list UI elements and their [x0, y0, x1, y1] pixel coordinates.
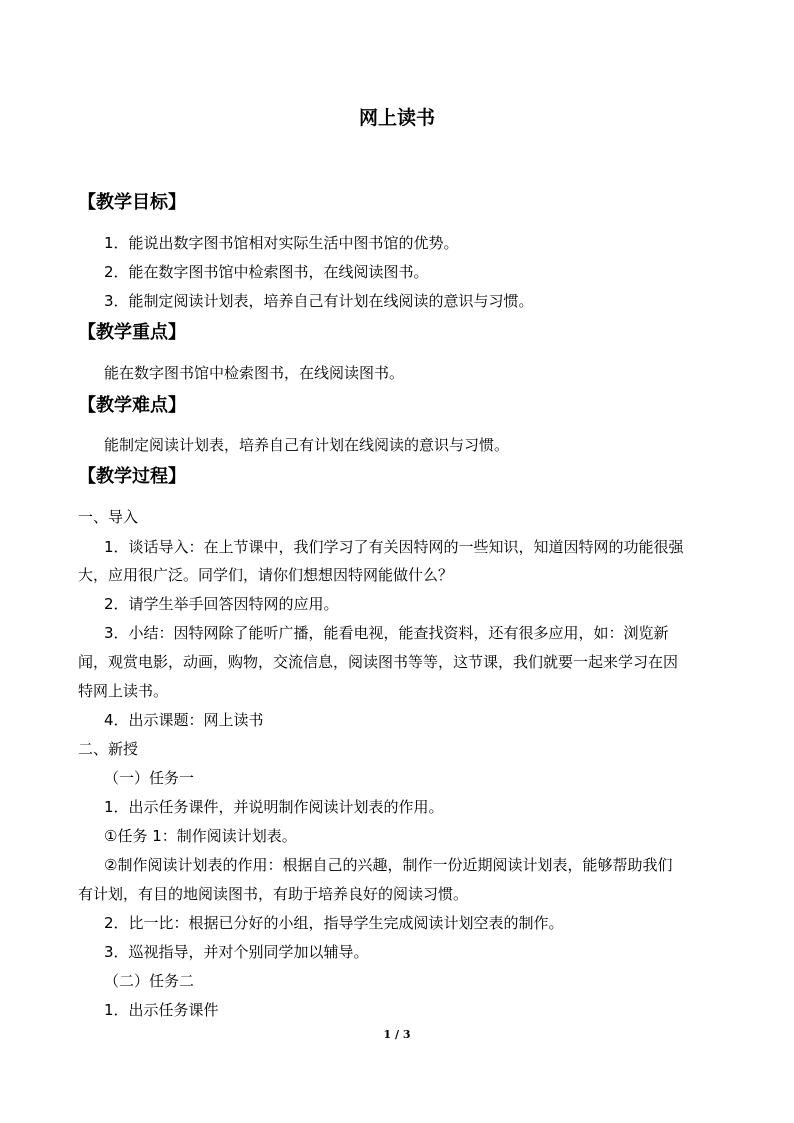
task1-paragraph-line: ①任务 1：制作阅读计划表。 — [104, 827, 297, 845]
page-title: 网上读书 — [358, 107, 435, 129]
objective-item: 3．能制定阅读计划表，培养自己有计划在线阅读的意识与习惯。 — [104, 292, 534, 310]
task1-paragraph-line: 3．巡视指导，并对个别同学加以辅导。 — [104, 943, 369, 961]
task1-paragraph-line: 2．比一比：根据已分好的小组，指导学生完成阅读计划空表的制作。 — [104, 914, 564, 932]
task2-heading: （二）任务二 — [104, 972, 195, 990]
objective-item: 2．能在数字图书馆中检索图书，在线阅读图书。 — [104, 263, 429, 281]
difficulties-heading: 【教学难点】 — [78, 395, 186, 416]
task1-paragraph-line: 有计划，有目的地阅读图书，有助于培养良好的阅读习惯。 — [78, 885, 469, 903]
objective-item: 1．能说出数字图书馆相对实际生活中图书馆的优势。 — [104, 234, 459, 252]
objectives-heading: 【教学目标】 — [78, 192, 186, 213]
task1-heading: （一）任务一 — [104, 769, 195, 787]
key-points-heading: 【教学重点】 — [78, 322, 186, 343]
process-heading: 【教学过程】 — [78, 466, 186, 487]
intro-paragraph-line: 2．请学生举手回答因特网的应用。 — [104, 595, 339, 613]
intro-heading: 一、导入 — [78, 508, 139, 526]
page-number: 1 / 3 — [383, 1028, 411, 1041]
task1-paragraph-line: ②制作阅读计划表的作用：根据自己的兴趣，制作一份近期阅读计划表，能够帮助我们 — [104, 856, 673, 874]
task2-paragraph-line: 1．出示任务课件 — [104, 1001, 219, 1019]
new-lesson-heading: 二、新授 — [78, 740, 139, 758]
intro-paragraph-line: 大，应用很广泛。同学们，请你们想想因特网能做什么？ — [78, 566, 454, 584]
difficulties-text: 能制定阅读计划表，培养自己有计划在线阅读的意识与习惯。 — [104, 436, 510, 454]
task1-paragraph-line: 1．出示任务课件，并说明制作阅读计划表的作用。 — [104, 798, 444, 816]
intro-paragraph-line: 3．小结：因特网除了能听广播，能看电视，能查找资料，还有很多应用，如：浏览新 — [104, 624, 669, 642]
intro-paragraph-line: 1．谈话导入：在上节课中，我们学习了有关因特网的一些知识，知道因特网的功能很强 — [104, 538, 684, 556]
intro-paragraph-line: 特网上读书。 — [78, 682, 169, 700]
intro-paragraph-line: 4．出示课题：网上读书 — [104, 711, 264, 729]
key-points-text: 能在数字图书馆中检索图书，在线阅读图书。 — [104, 364, 405, 382]
intro-paragraph-line: 闻，观赏电影，动画，购物，交流信息，阅读图书等等，这节课，我们就要一起来学习在因 — [78, 653, 679, 671]
